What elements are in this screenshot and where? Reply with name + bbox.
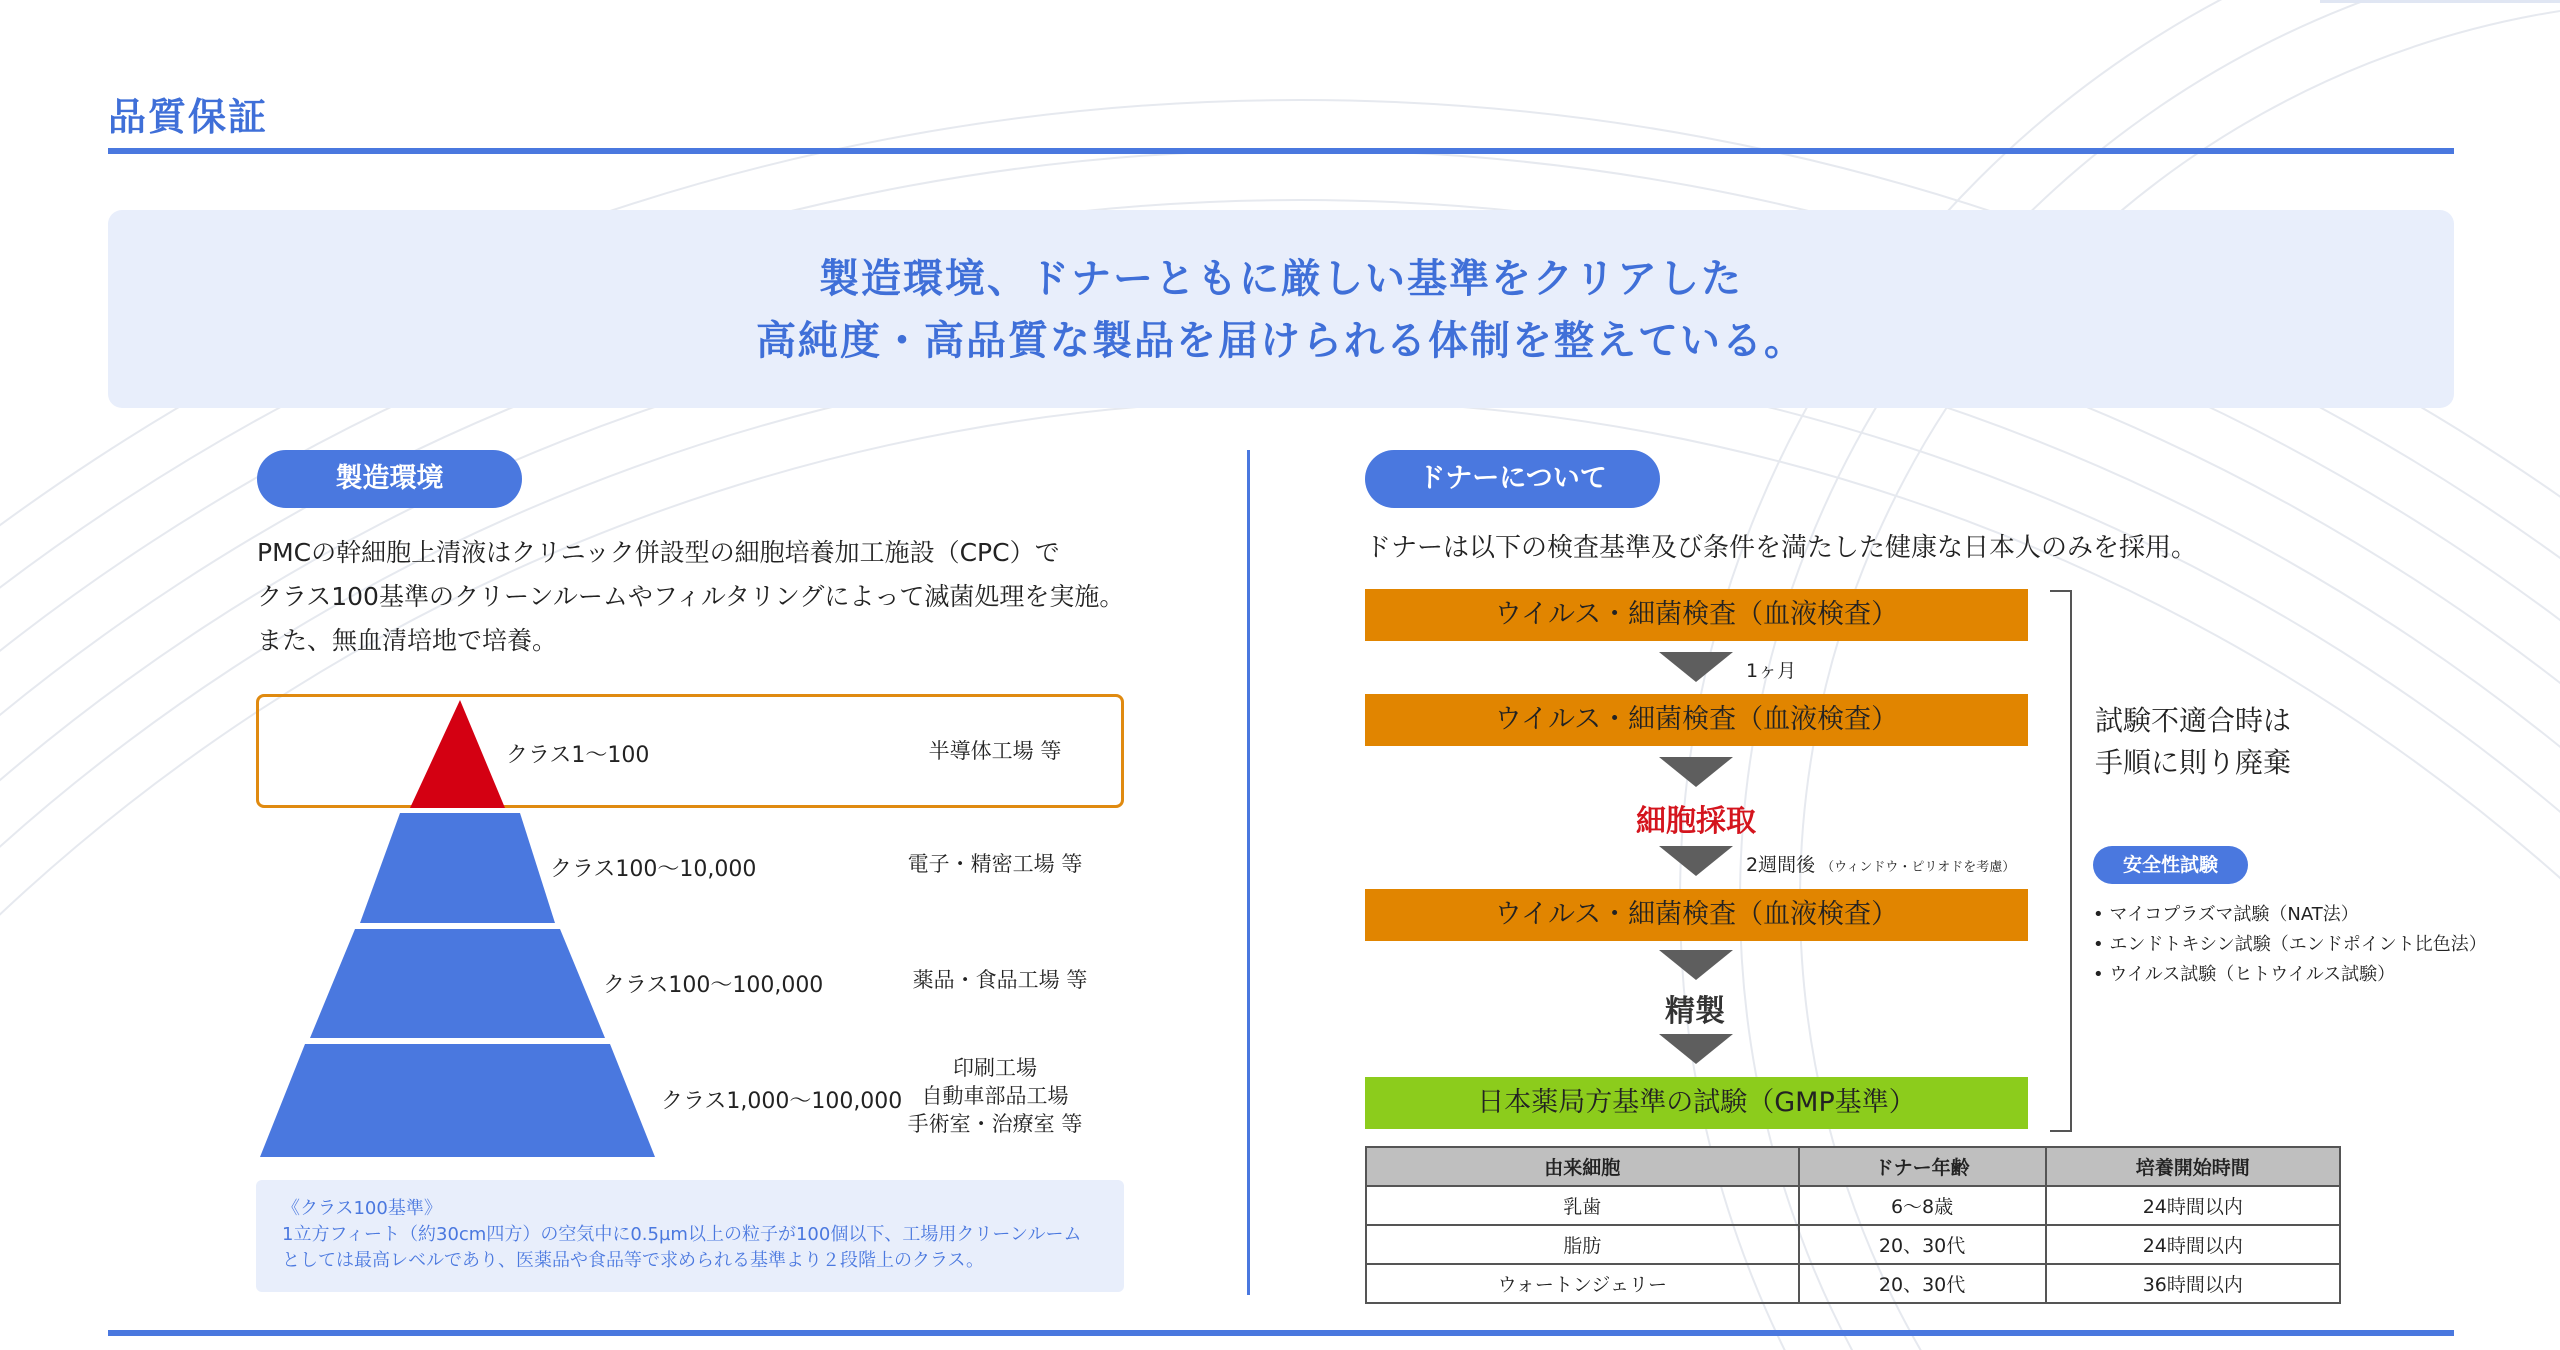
pyramid-use-label: [880, 966, 1120, 994]
class-100-note: [256, 1180, 1124, 1292]
table-row: [1366, 1186, 2340, 1225]
manufacturing-line: また、無血清培地で培養。: [257, 626, 558, 655]
manufacturing-description: [257, 531, 1157, 663]
pyramid-class-label: クラス1,000～100,000: [661, 1089, 903, 1114]
flow-bracket: [2050, 590, 2072, 1132]
column-divider: [1247, 450, 1250, 1295]
flow-interval-1: 1ヶ月: [1746, 660, 1797, 682]
pyramid-use-line: 手術室・治療室 等: [907, 1112, 1083, 1136]
flow-step-blood-test-2: ウイルス・細菌検査（血液検査）: [1365, 694, 2028, 746]
pyramid-use-line: 印刷工場: [953, 1056, 1037, 1080]
page-title: 品質保証: [108, 95, 269, 139]
table-cell: 20、30代: [1799, 1225, 2046, 1264]
manufacturing-pill: 製造環境: [257, 450, 522, 508]
pyramid-use-line: 自動車部品工場: [921, 1084, 1069, 1108]
safety-test-pill: 安全性試験: [2093, 846, 2248, 884]
safety-test-item: • ウイルス試験（ヒトウイルス試験）: [2093, 964, 2396, 985]
flow-arrow-icon: [1659, 652, 1733, 682]
table-header-row: [1366, 1147, 2340, 1186]
flow-step-blood-test-1: ウイルス・細菌検査（血液検査）: [1365, 589, 2028, 641]
disposal-line: 手順に則り廃棄: [2095, 746, 2292, 779]
pyramid-tier-3: [310, 929, 605, 1038]
safety-test-item: • マイコプラズマ試験（NAT法）: [2093, 904, 2359, 925]
interval-2-note: （ウィンドウ・ピリオドを考慮）: [1821, 860, 2016, 875]
manufacturing-line: クラス100基準のクリーンルームやフィルタリングによって滅菌処理を実施。: [257, 582, 1125, 611]
donor-intro: ドナーは以下の検査基準及び条件を満たした健康な日本人のみを採用。: [1365, 533, 2198, 563]
flow-arrow-icon: [1659, 846, 1733, 876]
pyramid-use-label: [880, 850, 1110, 878]
pyramid-use-line: 電子・精密工場 等: [907, 852, 1083, 876]
donor-table: [1365, 1146, 2341, 1304]
title-underline: [108, 148, 2454, 154]
disposal-line: 試験不適合時は: [2095, 704, 2292, 737]
note-line: 1立方フィート（約30cm四方）の空気中に0.5µm以上の粒子が100個以下、工場用クリーンルーム: [282, 1224, 1082, 1245]
pyramid-class-label: クラス100～10,000: [550, 857, 757, 882]
table-cell: 脂肪: [1366, 1225, 1799, 1264]
safety-test-item: • エンドトキシン試験（エンドポイント比色法）: [2093, 934, 2487, 955]
banner-line-1: 製造環境、ドナーともに厳しい基準をクリアした: [819, 256, 1743, 302]
flow-arrow-icon: [1659, 757, 1733, 787]
note-line: としては最高レベルであり、医薬品や食品等で求められる基準より２段階上のクラス。: [282, 1250, 984, 1271]
flow-interval-2: [1746, 850, 2015, 877]
flow-step-refine: 精製: [1665, 994, 1725, 1029]
banner-line-2: 高純度・高品質な製品を届けられる体制を整えている。: [756, 318, 1806, 364]
flow-arrow-icon: [1659, 1034, 1733, 1064]
table-cell: 36時間以内: [2046, 1264, 2340, 1303]
pyramid-use-label: [895, 737, 1095, 765]
table-cell: 6～8歳: [1799, 1186, 2046, 1225]
pyramid-use-line: 半導体工場 等: [928, 739, 1062, 763]
table-row: [1366, 1225, 2340, 1264]
table-header: ドナー年齢: [1799, 1147, 2046, 1186]
pyramid-use-label: [880, 1054, 1110, 1138]
footer-rule: [108, 1330, 2454, 1336]
table-header: 培養開始時間: [2046, 1147, 2340, 1186]
flow-step-cell-collection: 細胞採取: [1636, 804, 1756, 839]
flow-step-blood-test-3: ウイルス・細菌検査（血液検査）: [1365, 889, 2028, 941]
table-cell: 24時間以内: [2046, 1225, 2340, 1264]
note-heading: 《クラス100基準》: [282, 1198, 442, 1219]
safety-test-list: [2093, 900, 2487, 990]
pyramid-class-label: クラス1～100: [506, 743, 650, 768]
pyramid-tier-4: [260, 1044, 655, 1157]
donor-pill: ドナーについて: [1365, 450, 1660, 508]
pyramid-use-line: 薬品・食品工場 等: [912, 968, 1088, 992]
table-cell: 20、30代: [1799, 1264, 2046, 1303]
table-cell: 24時間以内: [2046, 1186, 2340, 1225]
manufacturing-line: PMCの幹細胞上清液はクリニック併設型の細胞培養加工施設（CPC）で: [257, 538, 1060, 567]
pyramid-class-label: クラス100～100,000: [603, 973, 824, 998]
table-cell: ウォートンジェリー: [1366, 1264, 1799, 1303]
table-row: [1366, 1264, 2340, 1303]
disposal-note: [2095, 700, 2291, 784]
pyramid-tier-1: [410, 700, 505, 808]
table-cell: 乳歯: [1366, 1186, 1799, 1225]
summary-banner: [108, 210, 2454, 408]
flow-arrow-icon: [1659, 950, 1733, 980]
pyramid-tier-2: [360, 813, 555, 923]
flow-step-gmp-test: 日本薬局方基準の試験（GMP基準）: [1365, 1077, 2028, 1129]
interval-2-main: 2週間後: [1746, 854, 1816, 876]
table-header: 由来細胞: [1366, 1147, 1799, 1186]
